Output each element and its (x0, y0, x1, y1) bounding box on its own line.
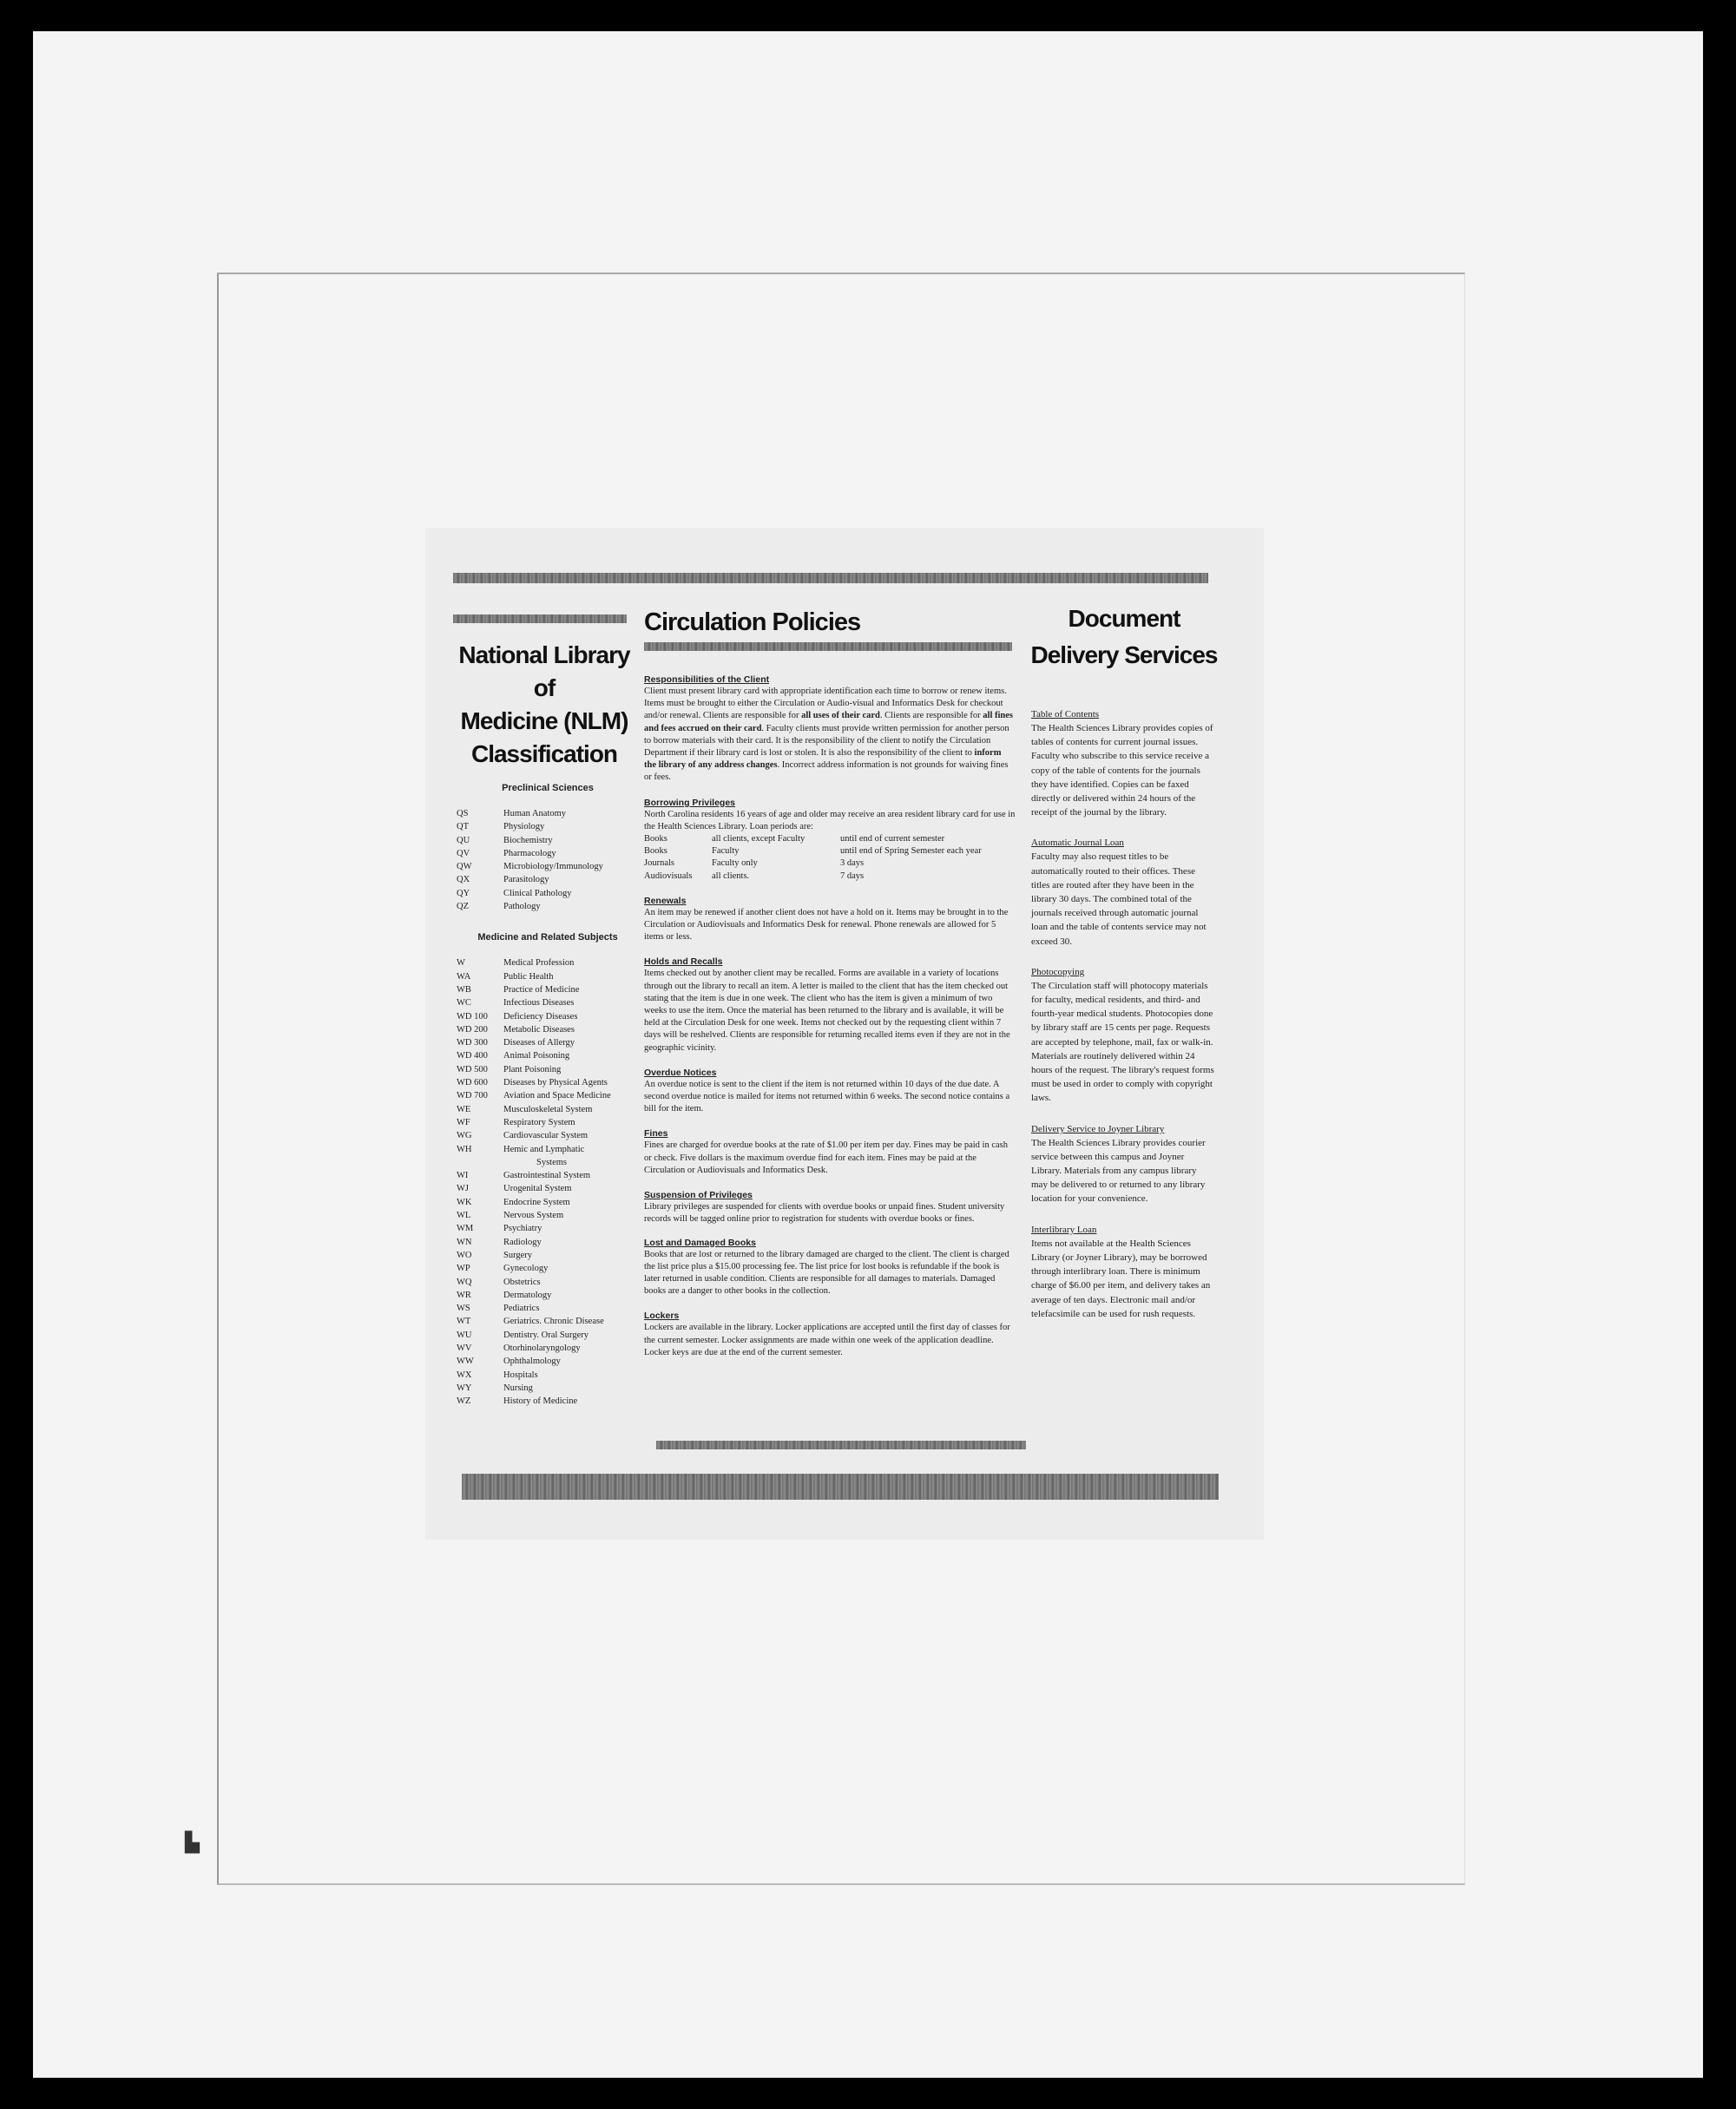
toc-body: The Health Sciences Library provides copies of tables of contents for current journal issues. Faculty who subscribe to this service receive a copy of the table of contents for the journals they have identified. Copies can be faxed directly or delivered within 24 hours of the receipt of the journal by the library. (1031, 723, 1213, 818)
lockers-body: Lockers are available in the library. Locker applications are accepted until the first day of classes for the current semester. Locker assignments are made within one week of the application deadline. Locker keys are due at the end of the current semester. (644, 1323, 1010, 1357)
classification-code: WD 400 (457, 1051, 488, 1061)
renewals-title: Renewals (644, 895, 687, 906)
lockers-section (644, 1310, 1016, 1359)
classification-row (457, 1049, 639, 1062)
loan-item: Books (644, 834, 667, 844)
preclinical-list (457, 807, 639, 913)
classification-code: WC (457, 998, 471, 1009)
classification-row (457, 1116, 639, 1129)
classification-subject: Surgery (503, 1250, 533, 1260)
classification-subject: Hospitals (503, 1370, 538, 1380)
classification-row (457, 1355, 639, 1368)
classification-subject: Musculoskeletal System (503, 1104, 593, 1114)
lost-damaged-title: Lost and Damaged Books (644, 1237, 756, 1248)
classification-subject: Plant Poisoning (503, 1064, 562, 1074)
loan-row (644, 871, 1016, 883)
classification-code: WW (457, 1357, 474, 1367)
photocopying-body: The Circulation staff will photocopy materials for faculty, medical residents, and third- and fourth-year medical students. Photocopies done by library staff are 15 cents per page. Requests are accepted by telephone, mail, fax or walk-in. Materials are routinely delivered within 24 hours of the request. The library's request forms must be used in order to comply with copyright laws. (1031, 980, 1214, 1104)
holds-body: Items checked out by another client may be recalled. Forms are available in a variety of locations through out the library to recall an item. A letter is mailed to the client that has the item checked out stating that the item is due in one week. The client who has the item is given a minimum of two weeks to use the item. Once the material has been returned to the library and is available, it will be held at the Circulation Desk for one week. Items not checked out by the requesting client within 7 days will be reshelved. Clients are responsible for returning recalled items even if they are not in the geographic vicinity. (644, 969, 1010, 1053)
joyner-section (1031, 1123, 1215, 1206)
loan-period: until end of current semester (840, 834, 945, 844)
classification-row (457, 1103, 639, 1116)
classification-row (457, 1156, 639, 1169)
classification-subject: Hemic and Lymphatic (503, 1144, 585, 1154)
classification-subject: Urogenital System (503, 1184, 572, 1194)
classification-row (457, 900, 639, 913)
classification-code: WY (457, 1383, 472, 1393)
classification-code: WG (457, 1131, 472, 1141)
classification-row (457, 820, 639, 833)
classification-row (457, 1196, 639, 1209)
classification-code: QW (457, 862, 472, 872)
classification-subject: Nursing (503, 1383, 533, 1393)
overdue-title: Overdue Notices (644, 1067, 717, 1078)
classification-code: QV (457, 848, 470, 858)
classification-row (457, 1262, 639, 1275)
loan-item: Books (644, 846, 667, 857)
classification-row (457, 1395, 639, 1408)
classification-subject: Endocrine System (503, 1197, 570, 1207)
lost-damaged-body: Books that are lost or returned to the library damaged are charged to the client. The client is charged the list price plus a $15.00 processing fee. The list price for lost books is refundable if the book is later returned in usable condition. Clients are responsible for all damages to materials. Damaged books are a danger to other books in the collection. (644, 1249, 1009, 1297)
classification-subject: Aviation and Space Medicine (503, 1091, 611, 1101)
classification-code: WD 500 (457, 1064, 488, 1074)
classification-row (457, 1143, 639, 1156)
classification-code: WP (457, 1264, 470, 1274)
classification-code: WI (457, 1171, 469, 1181)
suspension-section (644, 1189, 1016, 1225)
classification-row (457, 1329, 639, 1342)
classification-subject: Animal Poisoning (503, 1051, 570, 1061)
classification-subject: Otorhinolaryngology (503, 1343, 581, 1353)
classification-code: QY (457, 888, 470, 898)
classification-code: QZ (457, 902, 469, 912)
classification-code: WU (457, 1330, 472, 1340)
fines-section (644, 1127, 1016, 1177)
classification-subject: Geriatrics. Chronic Disease (503, 1317, 604, 1327)
medicine-heading: Medicine and Related Subjects (477, 932, 618, 943)
classification-row (457, 887, 639, 900)
classification-subject: Dermatology (503, 1290, 552, 1300)
suspension-body: Library privileges are suspended for clients with overdue books or unpaid fines. Student university records will be tagged online prior to registration for students with overdue books or fines. (644, 1202, 1005, 1225)
classification-row (457, 1222, 639, 1235)
loan-row (644, 857, 1016, 870)
ill-title: Interlibrary Loan (1031, 1224, 1097, 1235)
classification-row (457, 1063, 639, 1076)
classification-subject: Gynecology (503, 1264, 549, 1274)
flyer-sheet (425, 528, 1264, 1540)
ajl-title: Automatic Journal Loan (1031, 838, 1124, 849)
fines-title: Fines (644, 1128, 668, 1140)
classification-row (457, 1342, 639, 1355)
resp-bold-2: all fines and fees accrued on their card (644, 711, 1013, 733)
classification-subject: Gastrointestinal System (503, 1171, 591, 1181)
classification-subject: Biochemistry (503, 835, 553, 845)
loan-periods-table (644, 833, 1016, 883)
classification-code: WL (457, 1211, 471, 1221)
overdue-section (644, 1067, 1016, 1116)
classification-row (457, 1315, 639, 1328)
classification-row (457, 1236, 639, 1249)
lost-damaged-section (644, 1237, 1016, 1298)
classification-row (457, 1289, 639, 1302)
delivery-column (1031, 708, 1215, 1321)
delivery-title-line-1: Document (1068, 605, 1180, 632)
classification-code: WJ (457, 1184, 469, 1194)
classification-subject: Medical Profession (503, 958, 575, 969)
loan-row (644, 833, 1016, 845)
resp-bold-3: inform the library of any address changes (644, 748, 1002, 771)
classification-subject: Metabolic Diseases (503, 1024, 575, 1035)
nlm-rule-bar (453, 614, 627, 623)
classification-row (457, 1276, 639, 1289)
nlm-title (450, 639, 639, 771)
classification-code: WD 100 (457, 1011, 488, 1022)
classification-code: QX (457, 875, 470, 885)
delivery-title-line-2: Delivery Services (1030, 641, 1218, 668)
classification-code: WO (457, 1250, 472, 1260)
classification-code: WQ (457, 1277, 472, 1287)
photocopying-title: Photocopying (1031, 966, 1085, 977)
classification-subject: Respiratory System (503, 1117, 575, 1127)
circulation-title: Circulation Policies (644, 608, 861, 636)
ill-section (1031, 1224, 1215, 1321)
classification-code: WD 700 (457, 1091, 488, 1101)
loan-clients: all clients, except Faculty (712, 834, 806, 844)
top-rule-bar (453, 573, 1208, 583)
borrowing-section (644, 797, 1016, 883)
classification-subject: Human Anatomy (503, 809, 567, 818)
responsibilities-body (644, 686, 1016, 785)
classification-row (457, 1076, 639, 1089)
classification-subject: Physiology (503, 822, 545, 832)
classification-code: WE (457, 1104, 471, 1114)
classification-subject: Pediatrics (503, 1304, 540, 1314)
classification-subject: Diseases by Physical Agents (503, 1078, 608, 1088)
responsibilities-title: Responsibilities of the Client (644, 674, 770, 685)
classification-row (457, 847, 639, 860)
classification-row (457, 970, 639, 983)
circulation-column (644, 673, 1016, 1359)
ajl-body: Faculty may also request titles to be automatically routed to their offices. These titles are routed after they have been in the library 30 days. The combined total of the journals received through automatic journal loan and the table of contents service may not exceed 30. (1031, 851, 1207, 947)
resp-text-4: . Incorrect address information is not grounds for waiving fines or fees. (644, 760, 1009, 783)
nlm-title-line-1: National Library of (458, 641, 630, 701)
delivery-title (1026, 601, 1222, 673)
classification-code: WZ (457, 1396, 471, 1407)
classification-code: WR (457, 1290, 471, 1300)
nlm-column (457, 783, 639, 1408)
classification-row (457, 807, 639, 820)
borrowing-body: North Carolina residents 16 years of age and older may receive an area resident library card for use in the Health Sciences Library. Loan periods are: (644, 809, 1016, 831)
ill-body: Items not available at the Health Sciences Library (or Joyner Library), may be borrowed through interlibrary loan. There is minimum charge of $6.00 per item, and delivery takes an average of ten days. Electronic mail and/or telefacsimile can be used for rush requests. (1031, 1238, 1211, 1319)
medicine-list (457, 956, 639, 1408)
classification-row (457, 1129, 639, 1142)
nlm-title-line-3: Classification (470, 740, 618, 767)
classification-subject: Nervous System (503, 1211, 564, 1221)
classification-code: WM (457, 1224, 474, 1234)
classification-code: WS (457, 1304, 470, 1314)
classification-code: W (457, 958, 465, 969)
classification-row (457, 1010, 639, 1023)
classification-code: WX (457, 1370, 472, 1380)
classification-row (457, 1169, 639, 1182)
photocopying-section (1031, 966, 1215, 1106)
classification-row (457, 1302, 639, 1315)
circulation-rule-bar (644, 642, 1012, 651)
resp-bold-1: all uses of their card (801, 711, 880, 721)
loan-period: 3 days (840, 858, 865, 869)
classification-code: WA (457, 971, 471, 982)
classification-code: QS (457, 809, 469, 818)
nlm-title-line-2: Medicine (NLM) (460, 707, 628, 734)
classification-code: WD 200 (457, 1024, 488, 1035)
classification-code: WF (457, 1117, 470, 1127)
classification-code: WN (457, 1237, 472, 1247)
loan-clients: Faculty (712, 846, 740, 857)
classification-row (457, 956, 639, 969)
classification-row (457, 1249, 639, 1262)
classification-code: QT (457, 822, 469, 832)
classification-row (457, 1023, 639, 1036)
circulation-bottom-rule-bar (656, 1441, 1026, 1449)
classification-subject: Diseases of Allergy (503, 1038, 575, 1048)
classification-row (457, 1382, 639, 1395)
classification-subject: Cardiovascular System (503, 1131, 589, 1141)
resp-text-1: Client must present library card with appropriate identification each time to borrow or renew items. Items must be brought to either the Circulation or Audio-visual and Informatics Desk for checkout and/or renewal. Clients are responsible for (644, 687, 1007, 721)
loan-item: Audiovisuals (644, 871, 693, 881)
classification-row (457, 860, 639, 873)
joyner-body: The Health Sciences Library provides courier service between this campus and Joyner Library. Materials from any campus library may be delivered to or returned to any library location for your convenience. (1031, 1137, 1206, 1205)
resp-text-2: . Clients are responsible for (879, 711, 983, 721)
classification-row (457, 1036, 639, 1049)
edge-mark: ▙ (185, 1831, 200, 1853)
renewals-body: An item may be renewed if another client does not have a hold on it. Items may be brought in to the Circulation or Audiovisuals and Informatics Desk for renewal. Phone renewals are allowed for 5 items or less. (644, 907, 1009, 943)
classification-subject: Ophthalmology (503, 1357, 561, 1367)
classification-subject: Pharmacology (503, 848, 556, 858)
classification-row (457, 873, 639, 886)
classification-subject: Practice of Medicine (503, 984, 580, 995)
classification-subject: Parasitology (503, 875, 549, 885)
classification-code: WH (457, 1144, 472, 1154)
classification-row (457, 1369, 639, 1382)
classification-subject: Microbiology/Immunology (503, 862, 603, 872)
classification-subject: Dentistry. Oral Surgery (503, 1330, 589, 1340)
classification-code: WD 600 (457, 1078, 488, 1088)
classification-code: WK (457, 1197, 472, 1207)
classification-row (457, 1182, 639, 1195)
classification-code (457, 1156, 503, 1169)
classification-subject: Clinical Pathology (503, 888, 572, 898)
bottom-rule-bar (462, 1474, 1219, 1500)
fines-body: Fines are charged for overdue books at the rate of $1.00 per item per day. Fines may be paid in cash or check. Five dollars is the maximum overdue find for each item. Fines may be paid at the Circulation or Audiovisuals and Informatics Desk. (644, 1140, 1008, 1175)
classification-code: QU (457, 835, 470, 845)
loan-period: 7 days (840, 871, 865, 881)
preclinical-heading: Preclinical Sciences (502, 783, 594, 793)
classification-row (457, 1209, 639, 1222)
holds-title: Holds and Recalls (644, 956, 723, 968)
loan-clients: Faculty only (712, 858, 758, 869)
classification-row (457, 983, 639, 996)
classification-row (457, 996, 639, 1009)
toc-section (1031, 708, 1215, 819)
classification-subject: Systems (536, 1157, 568, 1167)
classification-subject: Infectious Diseases (503, 998, 575, 1009)
joyner-title: Delivery Service to Joyner Library (1031, 1123, 1165, 1134)
classification-code: WV (457, 1343, 472, 1353)
renewals-section (644, 895, 1016, 944)
ajl-section (1031, 837, 1215, 948)
classification-code: WT (457, 1317, 471, 1327)
loan-clients: all clients. (712, 871, 750, 881)
overdue-body: An overdue notice is sent to the client if the item is not returned within 10 days of the due date. A second overdue notice is mailed for items not returned within 6 weeks. The second notice contains a bill for the item. (644, 1079, 1010, 1114)
borrowing-title: Borrowing Privileges (644, 797, 736, 808)
classification-subject: Obstetrics (503, 1277, 541, 1287)
classification-subject: History of Medicine (503, 1396, 578, 1407)
classification-code: WB (457, 984, 471, 995)
classification-subject: Pathology (503, 902, 541, 912)
classification-row (457, 1089, 639, 1102)
classification-row (457, 834, 639, 847)
classification-code: WD 300 (457, 1038, 488, 1048)
classification-subject: Psychiatry (503, 1224, 542, 1234)
holds-section (644, 956, 1016, 1054)
classification-subject: Radiology (503, 1237, 542, 1247)
responsibilities-section (644, 673, 1016, 785)
classification-subject: Public Health (503, 971, 554, 982)
loan-row (644, 845, 1016, 857)
suspension-title: Suspension of Privileges (644, 1190, 753, 1201)
lockers-title: Lockers (644, 1311, 680, 1322)
classification-subject: Deficiency Diseases (503, 1011, 578, 1022)
toc-title: Table of Contents (1031, 709, 1100, 719)
loan-period: until end of Spring Semester each year (840, 846, 982, 857)
loan-item: Journals (644, 858, 674, 869)
resp-text-3: . Faculty clients must provide written permission for another person to borrow materials with their card. It is the responsibility of the client to notify the Circulation Department if their library card is lost or stolen. It is also the responsibility of the client to (644, 723, 1009, 759)
